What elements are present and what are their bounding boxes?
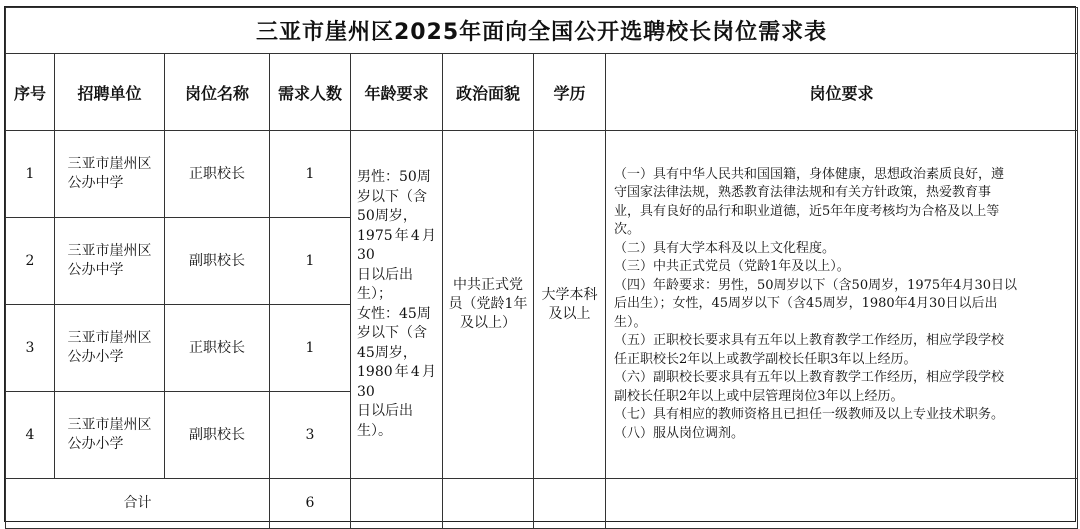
age-line: 岁以下（含 (357, 188, 427, 205)
row-seq: 2 (6, 218, 55, 305)
header-row (6, 54, 1078, 131)
age-requirement-cell (351, 131, 443, 479)
header-count: 需求人数 (270, 54, 351, 131)
row-unit-line2: 公办中学 (67, 262, 124, 278)
education-cell (534, 131, 606, 479)
political-line: 及以上） (460, 315, 516, 331)
row-count: 1 (270, 218, 351, 305)
education-line: 及以上 (548, 305, 591, 322)
age-line: 日以后出 (357, 266, 413, 283)
requirement-line: 业，具有良好的品行和职业道德，近5年年度考核均为合格及以上等 (614, 203, 1000, 219)
row-count: 1 (270, 131, 351, 218)
requirement-line: 守国家法律法规，熟悉教育法律法规和有关方针政策，热爱教育事 (614, 185, 992, 201)
row-unit (55, 218, 165, 305)
requirement-line: （七）具有相应的教师资格且已担任一级教师及以上专业技术职务。 (614, 407, 1005, 423)
row-unit-line2: 公办小学 (67, 349, 124, 365)
header-unit: 招聘单位 (55, 54, 165, 131)
requirement-line: 次。 (614, 222, 641, 238)
row-unit-line2: 公办中学 (67, 175, 124, 191)
row-position: 正职校长 (165, 131, 270, 218)
row-unit-line2: 公办小学 (67, 436, 124, 452)
age-line: 岁以下（含 (357, 325, 427, 341)
requirement-line: 副校长任职2年以上或中层管理岗位3年以上经历。 (614, 388, 904, 404)
table-row (6, 131, 1078, 218)
requirement-line: 后出生）；女性，45周岁以下（含45周岁，1980年4月30日以后出 (614, 296, 998, 312)
recruitment-table-sheet (4, 6, 1076, 522)
header-requirements: 岗位要求 (606, 54, 1078, 131)
total-row (6, 479, 1078, 529)
header-political: 政治面貌 (443, 54, 534, 131)
total-empty-cell (534, 479, 606, 529)
row-unit (55, 392, 165, 479)
age-line: 50周岁， (357, 208, 417, 224)
age-line: 生）。 (357, 422, 392, 439)
header-position: 岗位名称 (165, 54, 270, 131)
political-line: 中共正式党 (453, 277, 523, 293)
political-cell (443, 131, 534, 479)
requirement-line: （五）正职校长要求具有五年以上教育教学工作经历，相应学段学校 (614, 333, 1005, 349)
requirement-line: （六）副职校长要求具有五年以上教育教学工作经历，相应学段学校 (614, 370, 1005, 386)
table-title: 三亚市崖州区2025年面向全国公开选聘校长岗位需求表 (6, 8, 1078, 54)
row-unit (55, 131, 165, 218)
header-education: 学历 (534, 54, 606, 131)
requirement-line: （四）年龄要求：男性，50周岁以下（含50周岁，1975年4月30日以 (614, 277, 1017, 293)
header-seq: 序号 (6, 54, 55, 131)
row-seq: 1 (6, 131, 55, 218)
age-line: 1980年4月30 (357, 364, 436, 400)
row-seq: 3 (6, 305, 55, 392)
total-count: 6 (270, 479, 351, 529)
row-unit-line1: 三亚市崖州区 (67, 330, 152, 346)
row-count: 1 (270, 305, 351, 392)
row-unit-line1: 三亚市崖州区 (67, 156, 152, 172)
row-seq: 4 (6, 392, 55, 479)
recruitment-table (5, 7, 1078, 529)
requirement-line: （三）中共正式党员（党龄1年及以上）。 (614, 259, 850, 275)
requirements-cell (606, 131, 1078, 479)
age-line: 45周岁， (357, 344, 417, 361)
age-line: 男性：50周 (357, 169, 431, 185)
political-line: 员（党龄1年 (448, 296, 528, 312)
row-position: 副职校长 (165, 392, 270, 479)
age-line: 日以后出 (357, 403, 413, 419)
requirement-line: （八）服从岗位调剂。 (614, 425, 745, 441)
requirement-line: （一）具有中华人民共和国国籍，身体健康，思想政治素质良好，遵 (614, 166, 1005, 182)
education-line: 大学本科 (541, 286, 598, 303)
requirement-line: （二）具有大学本科及以上文化程度。 (614, 240, 836, 256)
age-line: 1975年4月30 (357, 227, 436, 263)
total-label: 合计 (6, 479, 270, 529)
row-position: 正职校长 (165, 305, 270, 392)
age-line: 女性：45周 (357, 305, 431, 322)
total-empty-cell (351, 479, 443, 529)
row-position: 副职校长 (165, 218, 270, 305)
row-unit (55, 305, 165, 392)
row-count: 3 (270, 392, 351, 479)
total-empty-cell (606, 479, 1078, 529)
row-unit-line1: 三亚市崖州区 (67, 243, 152, 259)
header-age: 年龄要求 (351, 54, 443, 131)
requirement-line: 生）。 (614, 314, 647, 330)
requirement-line: 任正职校长2年以上或教学副校长任职3年以上经历。 (614, 351, 917, 367)
age-line: 生）； (357, 286, 392, 302)
row-unit-line1: 三亚市崖州区 (67, 417, 152, 433)
total-empty-cell (443, 479, 534, 529)
